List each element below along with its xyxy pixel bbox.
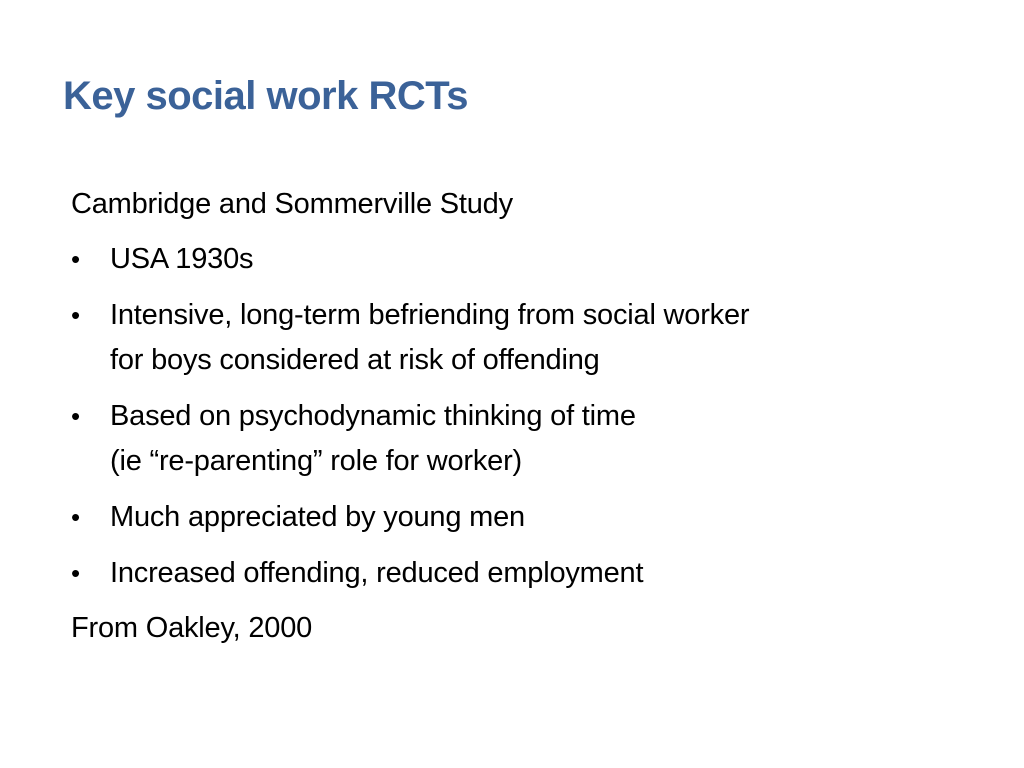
bullet-item-5 (71, 551, 971, 596)
bullet-text-continued: (ie “re-parenting” role for worker) (110, 445, 523, 477)
bullet-text: Increased offending, reduced employment (110, 557, 644, 589)
bullet-icon: • (71, 244, 80, 274)
bullet-icon: • (71, 558, 80, 588)
bullet-text-continued: for boys considered at risk of offending (110, 344, 600, 376)
bullet-item-2 (71, 293, 971, 383)
bullet-list (71, 237, 971, 596)
bullet-icon: • (71, 401, 80, 431)
bullet-item-1 (71, 237, 971, 282)
bullet-icon: • (71, 502, 80, 532)
bullet-text: USA 1930s (110, 243, 254, 275)
study-name: Cambridge and Sommerville Study (71, 188, 513, 220)
bullet-item-4 (71, 495, 971, 540)
bullet-text: Much appreciated by young men (110, 501, 525, 533)
source-citation: From Oakley, 2000 (71, 612, 313, 644)
bullet-text: Intensive, long-term befriending from social worker (110, 299, 750, 331)
bullet-icon: • (71, 300, 80, 330)
bullet-text: Based on psychodynamic thinking of time (110, 400, 636, 432)
slide-body (71, 182, 971, 651)
slide-title: Key social work RCTs (63, 74, 468, 118)
bullet-item-3 (71, 394, 971, 484)
